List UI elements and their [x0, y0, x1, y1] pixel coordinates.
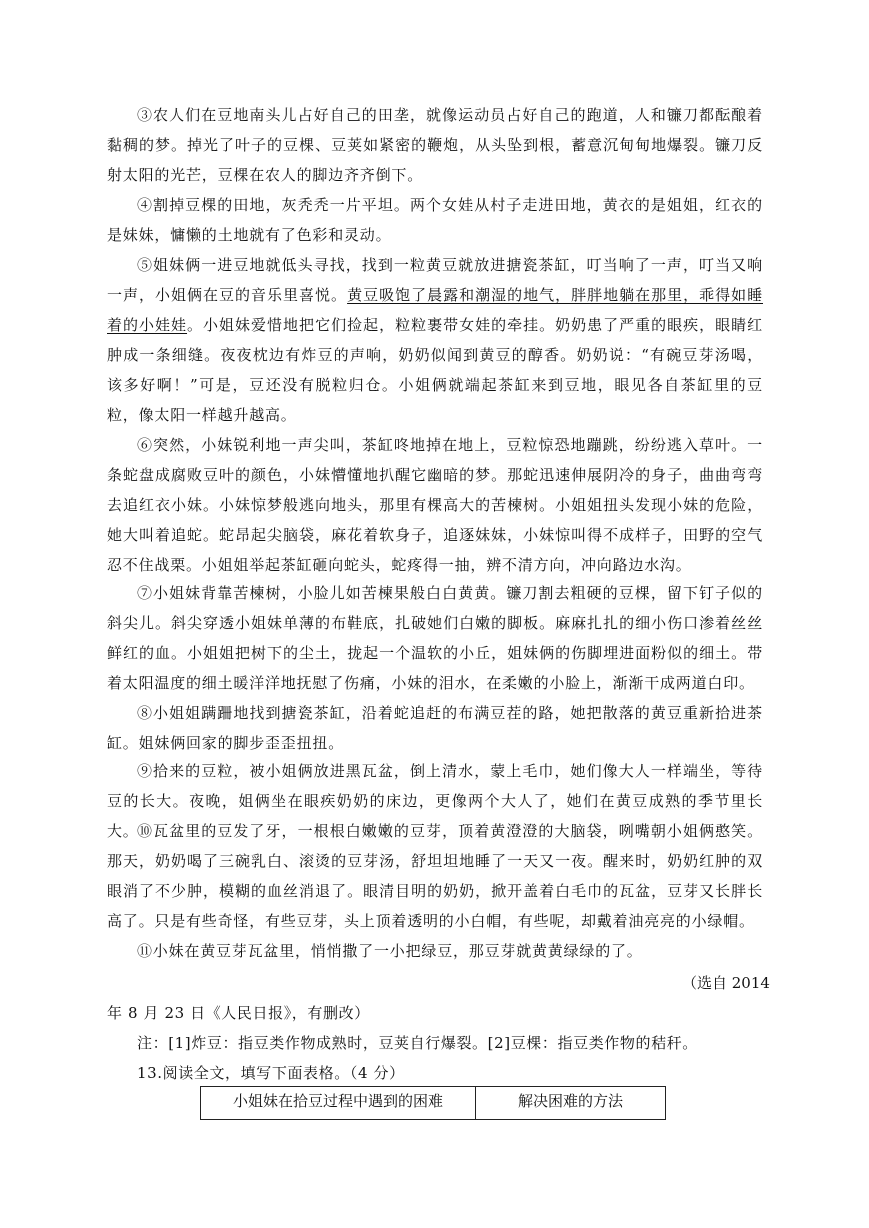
paragraph-8: ⑧小姐姐蹒跚地找到搪瓷茶缸，沿着蛇追赶的布满豆茬的路，她把散落的黄豆重新拾进茶缸。姐妹俩回家的脚步歪歪扭扭。 [107, 704, 763, 752]
paragraph-11: ⑪小妹在黄豆芽瓦盆里，悄悄撒了一小把绿豆，那豆芽就黄黄绿绿的了。 [137, 942, 643, 960]
paragraph-5-text-a: ⑤姐妹俩一进豆地就低头寻找，找到一粒黄豆就放进搪瓷茶缸，叮当响了一声，叮当又响一声，小姐俩在豆的音乐里喜悦。 [107, 256, 763, 304]
paragraph-3: ③农人们在豆地南头儿占好自己的田垄，就像运动员占好自己的跑道，人和镰刀都酝酿着黏稠的梦。掉光了叶子的豆棵、豆荚如紧密的鞭炮，从头坠到根，蓄意沉甸甸地爆裂。镰刀反射太阳的光芒，豆棵在农人的脚边齐齐倒下。 [107, 106, 763, 184]
paragraph-9: ⑨拾来的豆粒，被小姐俩放进黑瓦盆，倒上清水，蒙上毛巾，她们像大人一样端坐，等待豆的长大。夜晚，姐俩坐在眼疾奶奶的床边，更像两个大人了，她们在黄豆成熟的季节里长大。 [107, 762, 763, 840]
source-citation-line-2: 年 8 月 23 日《人民日报》，有删改） [107, 1004, 370, 1022]
paragraph-5-text-b: 。小姐妹爱惜地把它们捡起，粒粒裹带女娃的牵挂。奶奶患了严重的眼疾，眼睛红肿成一条细缝。夜夜枕边有炸豆的声响，奶奶似闻到黄豆的醇香。奶奶说：“有碗豆芽汤喝，该多好啊！”可是，豆还没有脱粒归仓。小姐俩就端起茶缸来到豆地，眼见各自茶缸里的豆粒，像太阳一样越升越高。 [107, 316, 763, 424]
paragraph-10: ⑩瓦盆里的豆发了牙，一根根白嫩嫩的豆芽，顶着黄澄澄的大脑袋，咧嘴朝小姐俩憨笑。那天，奶奶喝了三碗乳白、滚烫的豆芽汤，舒坦坦地睡了一天又一夜。醒来时，奶奶红肿的双眼消了不少肿，模糊的血丝消退了。眼清目明的奶奶，掀开盖着白毛巾的瓦盆，豆芽又长胖长高了。只是有些奇怪，有些豆芽，头上顶着透明的小白帽，有些呢，却戴着油亮亮的小绿帽。 [107, 822, 763, 930]
answer-table [200, 1086, 666, 1120]
paragraph-4: ④割掉豆棵的田地，灰秃秃一片平坦。两个女娃从村子走进田地，黄衣的是姐姐，红衣的是妹妹，慵懒的土地就有了色彩和灵动。 [107, 196, 763, 244]
paragraph-7: ⑦小姐妹背靠苦楝树，小脸儿如苦楝果般白白黄黄。镰刀割去粗硬的豆棵，留下钉子似的斜尖儿。斜尖穿透小姐妹单薄的布鞋底，扎破她们白嫩的脚板。麻麻扎扎的细小伤口渗着丝丝鲜红的血。小姐姐把树下的尘土，拢起一个温软的小丘，姐妹俩的伤脚埋进面粉似的细土。带着太阳温度的细土暖洋洋地抚慰了伤痛，小妹的泪水，在柔嫩的小脸上，渐渐干成两道白印。 [107, 584, 763, 692]
footnote: 注：[1]炸豆：指豆类作物成熟时，豆荚自行爆裂。[2]豆棵：指豆类作物的秸秆。 [137, 1034, 698, 1052]
question-13: 13.阅读全文，填写下面表格。（4 分） [137, 1064, 405, 1082]
table-header-row [201, 1087, 666, 1120]
source-citation-line-1: （选自 2014 [682, 974, 770, 992]
table-header-difficulty: 小姐妹在拾豆过程中遇到的困难 [201, 1087, 476, 1120]
table-header-solution: 解决困难的方法 [476, 1087, 666, 1120]
underlined-sentence: 黄豆吸饱了晨露和潮湿的地气，胖胖地躺在那里，乖得如睡着的小娃娃 [107, 286, 763, 334]
paragraph-5 [107, 250, 763, 430]
paragraph-6: ⑥突然，小妹锐利地一声尖叫，茶缸咚地掉在地上，豆粒惊恐地蹦跳，纷纷逃入草叶。一条蛇盘成腐败豆叶的颜色，小妹懵懂地扒醒它幽暗的梦。那蛇迅速伸展阴冷的身子，曲曲弯弯去追红衣小妹。小妹惊梦般逃向地头，那里有棵高大的苦楝树。小姐姐扭头发现小妹的危险，她大叫着追蛇。蛇昂起尖脑袋，麻花着软身子，追逐妹妹，小妹惊叫得不成样子，田野的空气忍不住战栗。小姐姐举起茶缸砸向蛇头，蛇疼得一抽，辨不清方向，冲向路边水沟。 [107, 436, 763, 574]
